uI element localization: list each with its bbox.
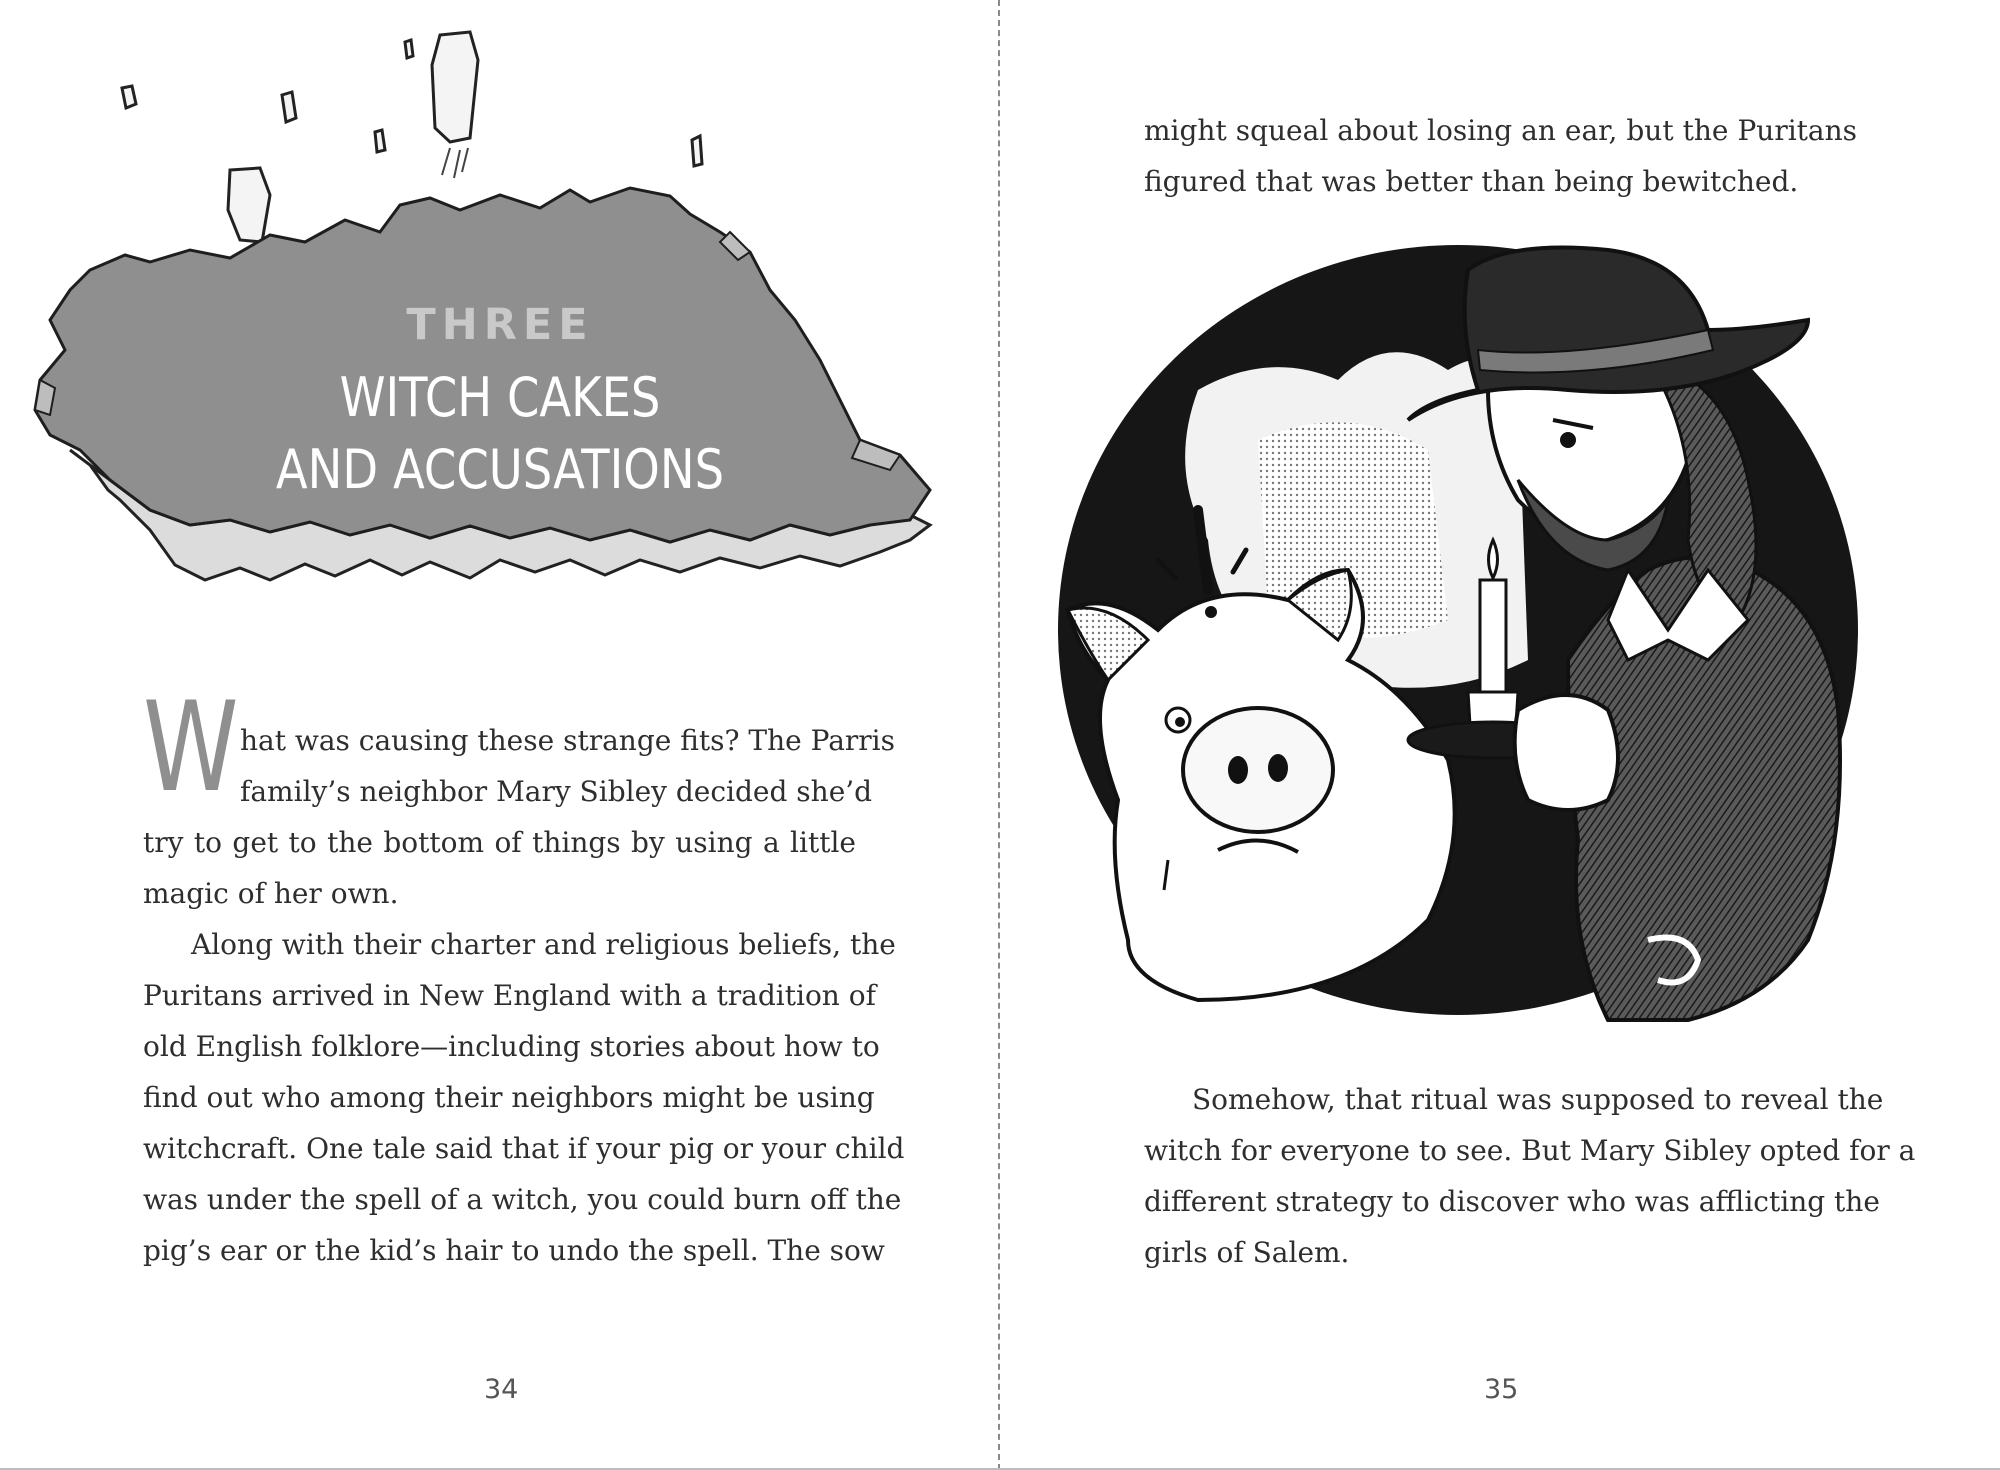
pig-and-puritan-illustration — [1048, 240, 1868, 1030]
chapter-title-line: AND ACCUSATIONS — [275, 438, 725, 501]
text-line: old English folklore—including stories about how to — [143, 1030, 880, 1063]
paragraph-2 — [143, 919, 905, 1276]
text-line: figured that was better than being bewitched. — [1144, 165, 1799, 198]
page-number: 35 — [1484, 1374, 1519, 1405]
text-line: Puritans arrived in New England with a tradition of — [143, 979, 876, 1012]
drop-cap: W — [143, 676, 239, 820]
page-gutter — [998, 0, 1000, 1470]
text-line: was under the spell of a witch, you could burn off the — [143, 1183, 902, 1216]
chapter-title — [70, 362, 930, 506]
page-number: 34 — [484, 1374, 519, 1405]
text-line: pig’s ear or the kid’s hair to undo the spell. The sow — [143, 1234, 885, 1267]
text-line: different strategy to discover who was afflicting the — [1144, 1185, 1880, 1218]
text-line: magic of her own. — [143, 877, 399, 910]
chapter-number: THREE — [406, 300, 594, 350]
text-line: family’s neighbor Mary Sibley decided she’d — [240, 775, 873, 808]
paragraph-1-rest — [143, 817, 856, 919]
text-line: witch for everyone to see. But Mary Sibley opted for a — [1144, 1134, 1916, 1167]
text-line: hat was causing these strange fits? The Parris — [240, 724, 895, 757]
paragraph-1-lead — [240, 715, 895, 817]
chapter-title-line: WITCH CAKES — [339, 366, 661, 429]
text-line: Somehow, that ritual was supposed to reveal the — [1192, 1083, 1884, 1116]
text-line: girls of Salem. — [1144, 1236, 1350, 1269]
paragraph-continued — [1144, 105, 1857, 207]
text-line: Along with their charter and religious beliefs, the — [191, 928, 896, 961]
text-line: might squeal about losing an ear, but the Puritans — [1144, 114, 1857, 147]
text-line: witchcraft. One tale said that if your pig or your child — [143, 1132, 905, 1165]
text-line: try to get to the bottom of things by using a little — [143, 826, 856, 859]
left-page — [0, 0, 998, 1470]
text-line: find out who among their neighbors might be using — [143, 1081, 875, 1114]
paragraph-3 — [1144, 1074, 1916, 1278]
